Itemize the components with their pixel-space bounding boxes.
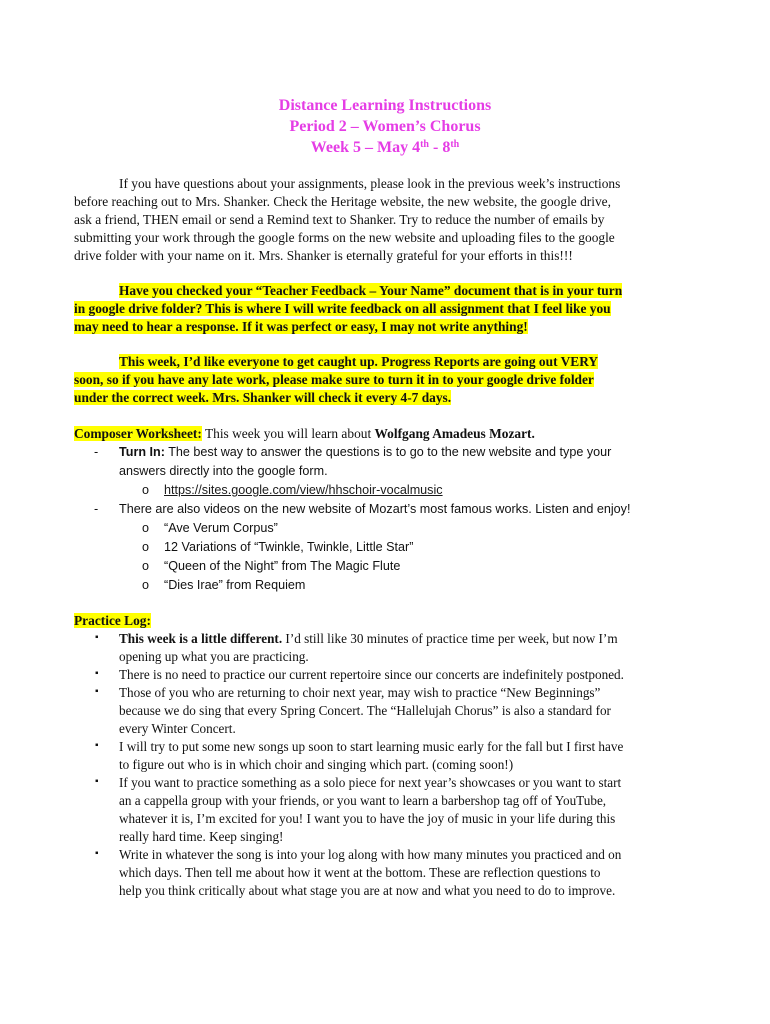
work-title: “Dies Irae” from Requiem [164,578,306,592]
practice-item-6-line: which days. Then tell me about how it went at the bottom. These are reflection questions to [119,865,601,880]
practice-item-6: Write in whatever the song is into your log along with how many minutes you practiced and on [119,847,622,862]
square-bullet-icon: ▪ [95,668,99,679]
intro-line: If you have questions about your assignments, please look in the previous week’s instructions [119,176,621,191]
square-bullet-icon: ▪ [95,740,99,751]
practice-item-5-line: an a cappella group with your friends, or you want to learn a barbershop tag off of YouTube, [119,793,607,808]
website-link[interactable]: https://sites.google.com/view/hhschoir-vocalmusic [164,483,443,497]
circle-bullet: o [142,483,150,497]
week-sup-1: th [420,139,429,150]
feedback-notice [74,282,694,336]
practice-item-5: If you want to practice something as a solo piece for next year’s showcases or you want to start [119,775,622,790]
work-item [142,576,305,595]
composer-name: Wolfgang Amadeus Mozart [374,426,532,441]
work-title: “Ave Verum Corpus” [164,521,278,535]
practice-item-5-line: really hard time. Keep singing! [119,829,284,844]
intro-line: drive folder with your name on it. Mrs. Shanker is eternally grateful for your efforts in this!!! [74,248,573,263]
work-title: “Queen of the Night” from The Magic Flute [164,559,401,573]
circle-bullet: o [142,578,150,592]
work-item [142,519,278,538]
week-text-mid: - 8 [429,139,451,156]
practice-item-3-line: every Winter Concert. [119,721,236,736]
turn-in-text: The best way to answer the questions is to go to the new website and type your [164,445,612,459]
week-text: Week 5 – May 4 [310,139,421,156]
work-item [142,538,413,557]
intro-line: submitting your work through the google forms on the new website and uploading files to the google [74,230,615,245]
website-link-item [142,481,443,500]
catchup-notice [74,353,694,407]
composer-intro: This week you will learn about [201,426,375,441]
work-title: 12 Variations of “Twinkle, Twinkle, Little Star” [164,540,414,554]
dash-marker: - [94,502,99,516]
composer-heading: Composer Worksheet: [74,426,202,441]
turn-in-label: Turn In: [119,445,165,459]
feedback-line: Have you checked your “Teacher Feedback – Your Name” document that is in your turn [119,283,623,298]
doc-title: Distance Learning Instructions [278,97,492,114]
practice-heading-line [74,612,694,630]
circle-bullet: o [142,521,150,535]
catchup-line: soon, so if you have any late work, please make sure to turn it in to your google drive folder [74,372,594,387]
practice-item-4-line: to figure out who is in which choir and singing which part. (coming soon!) [119,757,514,772]
catchup-line: This week, I’d like everyone to get caught up. Progress Reports are going out VERY [119,354,599,369]
square-bullet-icon: ▪ [95,686,99,697]
feedback-line: in google drive folder? This is where I will write feedback on all assignment that I feel like you [74,301,611,316]
circle-bullet: o [142,559,150,573]
square-bullet-icon: ▪ [95,776,99,787]
practice-item-1-line2: opening up what you are practicing. [119,649,309,664]
practice-item-1: This week is a little different. I’d still like 30 minutes of practice time per week, but now I’m [119,631,618,646]
composer-heading-line: Composer Worksheet: This week you will learn about Wolfgang Amadeus Mozart. [74,426,535,441]
square-bullet-icon: ▪ [95,632,99,643]
practice-item-3: Those of you who are returning to choir next year, may wish to practice “New Beginnings” [119,685,601,700]
dash-marker: - [94,445,99,459]
practice-item-6-line: help you think critically about what stage you are at now and what you need to do to improve. [119,883,616,898]
practice-item-5-line: whatever it is, I’m excited for you! I want you to have the joy of music in your life during this [119,811,616,826]
catchup-line: under the correct week. Mrs. Shanker will check it every 4-7 days. [74,390,452,405]
intro-paragraph [74,175,694,265]
videos-text: There are also videos on the new website of Mozart’s most famous works. Listen and enjoy! [119,502,631,516]
turn-in-text-2: answers directly into the google form. [119,464,328,478]
feedback-line: may need to hear a response. If it was perfect or easy, I may not write anything! [74,319,528,334]
practice-item-3-line: because we do sing that every Spring Concert. The “Hallelujah Chorus” is also a standard for [119,703,611,718]
practice-item-2: There is no need to practice our current repertoire since our concerts are indefinitely postponed. [119,667,624,682]
square-bullet-icon: ▪ [95,848,99,859]
work-item [142,557,400,576]
doc-subtitle-week [0,137,770,158]
practice-heading: Practice Log: [74,613,151,628]
practice-item-4: I will try to put some new songs up soon to start learning music early for the fall but I first have [119,739,624,754]
intro-line: before reaching out to Mrs. Shanker. Check the Heritage website, the new website, the google drive, [74,194,611,209]
circle-bullet: o [142,540,150,554]
week-sup-2: th [450,139,460,150]
doc-subtitle-period: Period 2 – Women’s Chorus [289,118,481,135]
intro-line: ask a friend, THEN email or send a Remind text to Shanker. Try to reduce the number of emails by [74,212,605,227]
